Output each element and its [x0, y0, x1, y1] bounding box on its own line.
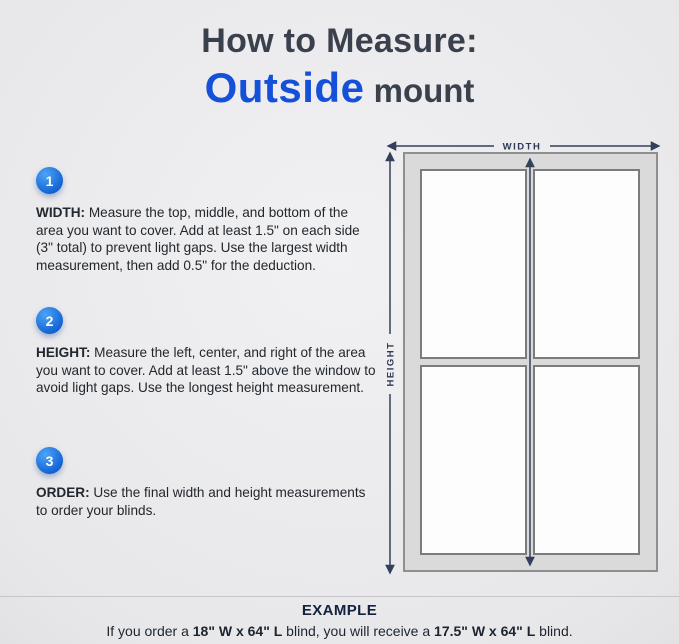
example-sentence [0, 623, 679, 639]
step-2-number-badge: 2 [36, 307, 63, 334]
window-pane-bottom-right [534, 366, 639, 554]
example-prefix: If you order a [106, 623, 193, 639]
step-3-text [36, 484, 376, 519]
window-pane-bottom-left [421, 366, 526, 554]
step-3-body: Use the final width and height measurements to order your blinds. [36, 485, 366, 518]
example-suffix: blind. [535, 623, 573, 639]
example-middle: blind, you will receive a [282, 623, 435, 639]
step-1-width [36, 167, 376, 275]
title-accent: Outside [204, 64, 365, 111]
step-2-label: HEIGHT: [36, 345, 91, 360]
step-1-label: WIDTH: [36, 205, 86, 220]
example-ordered-size: 18" W x 64" L [192, 623, 283, 639]
window-pane-top-right [534, 170, 639, 358]
window-measure-diagram [378, 128, 670, 590]
step-3-label: ORDER: [36, 485, 90, 500]
example-heading: EXAMPLE [301, 602, 378, 619]
title-line1: How to Measure: [201, 22, 478, 60]
title-line2 [0, 64, 679, 112]
step-2-text [36, 344, 376, 397]
title-block [0, 22, 679, 112]
title-suffix: mount [364, 72, 475, 109]
width-label: WIDTH [502, 141, 542, 153]
example-section [0, 602, 679, 639]
example-divider [0, 596, 679, 597]
step-2-height [36, 307, 376, 397]
height-label: HEIGHT [385, 341, 397, 387]
step-2-body: Measure the left, center, and right of the area you want to cover. Add at least 1.5" above the window to avoid light gaps. Use the longest height measurement. [36, 345, 376, 396]
step-3-number-badge: 3 [36, 447, 63, 474]
step-1-number-badge: 1 [36, 167, 63, 194]
step-3-order [36, 447, 376, 519]
example-received-size: 17.5" W x 64" L [434, 623, 536, 639]
step-1-text [36, 204, 376, 275]
step-1-body: Measure the top, middle, and bottom of the area you want to cover. Add at least 1.5" on each side (3" total) to prevent light gaps. Use the largest width measurement, then add 0.5" for the deduction. [36, 205, 360, 274]
window-pane-top-left [421, 170, 526, 358]
